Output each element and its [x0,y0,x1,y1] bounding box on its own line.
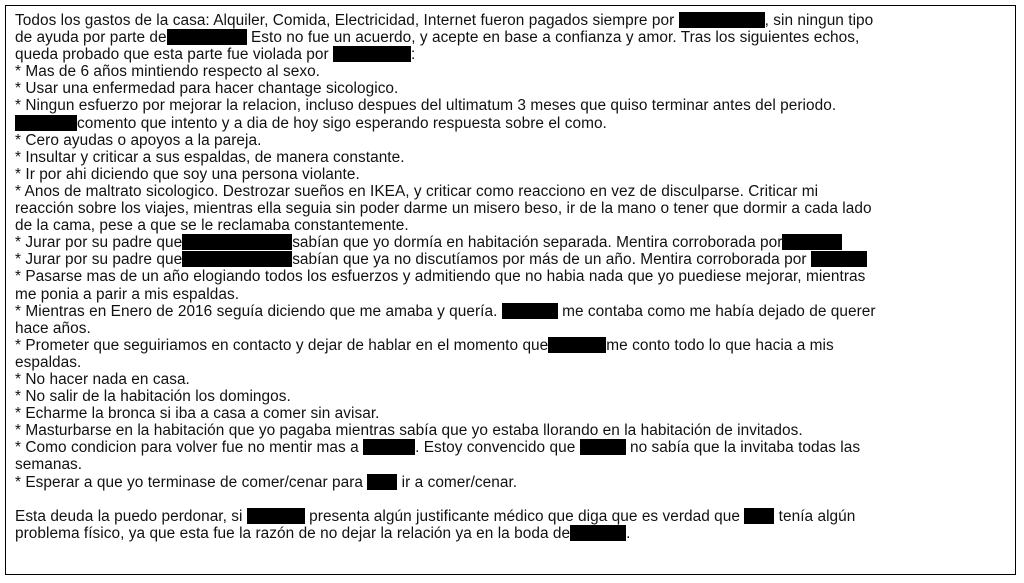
redaction-bar [502,303,558,319]
text-line [15,525,1007,542]
paragraph-gap [15,491,1007,508]
text-segment: me contaba como me había dejado de querer [557,302,876,320]
text-line [15,115,1007,132]
text-segment: sabían que ya no discutíamos por más de un año. Mentira corroborada por [292,251,811,269]
text-segment: de ayuda por parte de [15,29,167,47]
redaction-bar [182,234,292,250]
text-segment: Esta deuda la puedo perdonar, si [15,507,247,525]
text-segment: * Mas de 6 años mintiendo respecto al sexo. [15,63,321,81]
text-segment: me conto todo lo que hacia a mis [606,336,834,354]
text-segment: * Prometer que seguiriamos en contacto y dejar de hablar en el momento que [15,336,549,354]
text-segment: * Esperar a que yo terminase de comer/cenar para [15,473,368,491]
redaction-bar [744,508,774,524]
redaction-bar [570,525,626,541]
redaction-bar [782,234,842,250]
text-line [15,132,1007,149]
text-segment: * Usar una enfermedad para hacer chantage sicologico. [15,80,399,98]
text-segment: queda probado que esta parte fue violada por [15,46,333,64]
redaction-bar [679,12,765,28]
text-segment: problema físico, ya que esta fue la razón de no dejar la relación ya en la boda de [15,524,571,542]
text-segment: * Jurar por su padre que [15,234,183,252]
text-line [15,422,1007,439]
text-line [15,46,1007,63]
text-line [15,234,1007,251]
text-line [15,354,1007,371]
text-line [15,508,1007,525]
text-line [15,268,1007,285]
document-page [5,5,1016,575]
redaction-bar [182,251,292,267]
text-line [15,286,1007,303]
text-segment: me ponia a parir a mis espaldas. [15,285,240,303]
text-segment: * Insultar y criticar a sus espaldas, de manera constante. [15,148,405,166]
text-segment: * Como condicion para volver fue no mentir mas a [15,439,364,457]
text-segment: comento que intento y a dia de hoy sigo esperando respuesta sobre el como. [77,114,607,132]
text-line [15,166,1007,183]
text-segment: semanas. [15,456,83,474]
redaction-bar [580,439,626,455]
text-line [15,337,1007,354]
text-segment: * Anos de maltrato sicologico. Destrozar sueños en IKEA, y criticar como reacciono en vez de disculparse. Criticar mi [15,182,819,200]
text-line [15,12,1007,29]
text-line [15,97,1007,114]
text-segment: espaldas. [15,353,82,371]
redaction-bar [363,439,415,455]
text-segment: , sin ningun tipo [764,12,874,29]
text-line [15,149,1007,166]
text-line [15,200,1007,217]
text-segment: presenta algún justificante médico que diga que es verdad que [304,507,745,525]
text-line [15,405,1007,422]
text-segment: * No hacer nada en casa. [15,370,190,388]
text-segment: * Ningun esfuerzo por mejorar la relacion, incluso despues del ultimatum 3 meses que quiso terminar antes del periodo. [15,97,837,115]
text-segment: Todos los gastos de la casa: Alquiler, Comida, Electricidad, Internet fueron pagados siempre por [15,12,679,29]
text-segment: * Mientras en Enero de 2016 seguía diciendo que me amaba y quería. [15,302,502,320]
redaction-bar [367,474,397,490]
text-line [15,371,1007,388]
text-segment: sabían que yo dormía en habitación separada. Mentira corroborada por [292,234,783,252]
redaction-bar [333,46,411,62]
text-segment: reacción sobre los viajes, mientras ella seguia sin poder darme un misero beso, ir de la mano o tener que dormir a cada lado [15,200,872,218]
text-line [15,303,1007,320]
text-line [15,439,1007,456]
text-line [15,456,1007,473]
text-segment: * Jurar por su padre que [15,251,183,269]
text-segment: Esto no fue un acuerdo, y acepte en base a confianza y amor. Tras los siguientes echos, [246,29,860,47]
text-line [15,217,1007,234]
text-segment: de la cama, pese a que se le reclamaba constantemente. [15,217,409,235]
text-segment: ir a comer/cenar. [397,473,518,491]
text-line [15,474,1007,491]
text-line [15,251,1007,268]
text-segment: * Masturbarse en la habitación que yo pagaba mientras sabía que yo estaba llorando en la habitación de invitados. [15,422,803,440]
text-segment: * Pasarse mas de un año elogiando todos los esfuerzos y admitiendo que no habia nada que yo puediese mejorar, mientras [15,268,866,286]
text-segment: * Cero ayudas o apoyos a la pareja. [15,131,262,149]
text-line [15,388,1007,405]
text-segment: : [411,46,416,64]
redaction-bar [548,337,606,353]
text-line [15,80,1007,97]
text-segment: * Echarme la bronca si iba a casa a comer sin avisar. [15,405,380,423]
redaction-bar [15,115,77,131]
text-segment: . Estoy convencido que [415,439,580,457]
text-line [15,183,1007,200]
text-segment: . [626,524,631,542]
text-segment: no sabía que la invitaba todas las [625,439,861,457]
text-line [15,29,1007,46]
text-segment: * Ir por ahi diciendo que soy una persona violante. [15,165,360,183]
text-segment: tenía algún [774,507,856,525]
text-line [15,320,1007,337]
text-segment: * No salir de la habitación los domingos. [15,388,291,406]
redaction-bar [247,508,305,524]
text-segment: hace años. [15,319,91,337]
redaction-bar [811,251,867,267]
redaction-bar [167,29,247,45]
text-line [15,63,1007,80]
